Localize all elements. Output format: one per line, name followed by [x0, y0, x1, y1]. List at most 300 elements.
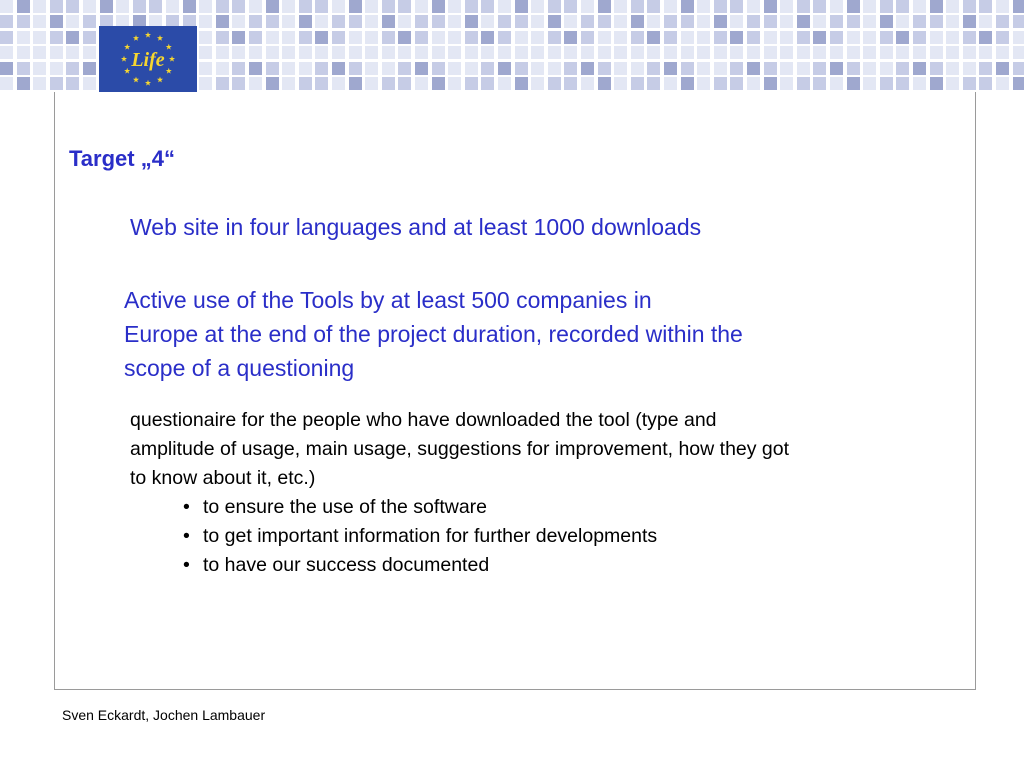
banner-tile: [398, 77, 411, 90]
banner-tile: [0, 15, 13, 28]
banner-tile: [730, 15, 743, 28]
banner-tile: [747, 31, 760, 44]
banner-tile: [813, 31, 826, 44]
banner-tile: [847, 0, 860, 13]
banner-tile: [863, 15, 876, 28]
banner-tile: [432, 77, 445, 90]
banner-tile: [979, 77, 992, 90]
banner-tile: [415, 62, 428, 75]
banner-tile: [930, 31, 943, 44]
banner-tile: [797, 31, 810, 44]
banner-tile: [432, 46, 445, 59]
banner-tile: [415, 46, 428, 59]
banner-tile: [730, 0, 743, 13]
banner-tile: [0, 62, 13, 75]
banner-tile: [930, 46, 943, 59]
banner-tile: [913, 77, 926, 90]
banner-tile: [515, 15, 528, 28]
banner-tile: [515, 77, 528, 90]
banner-tile: [1013, 62, 1024, 75]
banner-tile: [481, 77, 494, 90]
banner-tile: [664, 77, 677, 90]
banner-tile: [780, 15, 793, 28]
banner-tile: [863, 77, 876, 90]
banner-tile: [349, 15, 362, 28]
banner-tile: [33, 15, 46, 28]
banner-tile: [216, 15, 229, 28]
banner-tile: [880, 31, 893, 44]
banner-tile: [780, 62, 793, 75]
banner-tile: [50, 62, 63, 75]
banner-tile: [697, 77, 710, 90]
banner-tile: [896, 77, 909, 90]
banner-tile: [581, 46, 594, 59]
banner-tile: [813, 62, 826, 75]
banner-tile: [332, 15, 345, 28]
banner-tile: [481, 31, 494, 44]
banner-tile: [33, 46, 46, 59]
banner-tile: [880, 46, 893, 59]
banner-tile: [299, 0, 312, 13]
banner-tile: [614, 0, 627, 13]
banner-tile: [415, 0, 428, 13]
banner-tile: [598, 0, 611, 13]
banner-tile: [730, 77, 743, 90]
target-line-companies-row: Active use of the Tools by at least 500 companies in: [124, 287, 652, 313]
banner-tile: [631, 77, 644, 90]
banner-tile: [730, 62, 743, 75]
description-line: to know about it, etc.): [130, 467, 316, 489]
banner-tile: [481, 62, 494, 75]
banner-tile: [847, 62, 860, 75]
banner-tile: [913, 0, 926, 13]
banner-tile: [714, 62, 727, 75]
banner-tile: [515, 62, 528, 75]
banner-tile: [382, 62, 395, 75]
banner-tile: [531, 31, 544, 44]
target-line-companies: [124, 283, 924, 385]
banner-tile: [232, 0, 245, 13]
banner-tile: [382, 77, 395, 90]
banner-tile: [930, 15, 943, 28]
banner-tile: [979, 15, 992, 28]
banner-tile: [631, 46, 644, 59]
banner-tile: [614, 15, 627, 28]
banner-tile: [581, 77, 594, 90]
banner-tile: [996, 62, 1009, 75]
banner-tile: [764, 0, 777, 13]
banner-tile: [830, 62, 843, 75]
banner-tile: [896, 0, 909, 13]
banner-tile: [282, 46, 295, 59]
banner-tile: [266, 0, 279, 13]
banner-tile: [199, 77, 212, 90]
banner-tile: [614, 62, 627, 75]
banner-tile: [979, 46, 992, 59]
banner-tile: [714, 77, 727, 90]
banner-tile: [747, 0, 760, 13]
banner-tile: [946, 46, 959, 59]
banner-tile: [432, 31, 445, 44]
banner-tile: [415, 15, 428, 28]
banner-tile: [481, 46, 494, 59]
banner-tile: [913, 62, 926, 75]
banner-tile: [216, 46, 229, 59]
banner-tile: [564, 46, 577, 59]
banner-tile: [1013, 46, 1024, 59]
banner-tile: [465, 46, 478, 59]
banner-tile: [813, 77, 826, 90]
banner-tile: [531, 15, 544, 28]
banner-tile: [183, 0, 196, 13]
banner-tile: [50, 0, 63, 13]
banner-tile: [282, 62, 295, 75]
banner-tile: [946, 77, 959, 90]
banner-tile: [830, 15, 843, 28]
banner-tile: [764, 46, 777, 59]
banner-tile: [432, 15, 445, 28]
banner-tile: [847, 77, 860, 90]
banner-tile: [448, 15, 461, 28]
banner-tile: [847, 15, 860, 28]
bullet-item: [183, 522, 970, 551]
banner-tile: [631, 62, 644, 75]
banner-tile: [232, 31, 245, 44]
banner-tile: [747, 15, 760, 28]
banner-tile: [913, 46, 926, 59]
banner-tile: [830, 77, 843, 90]
banner-tile: [697, 46, 710, 59]
bullet-item: [183, 493, 970, 522]
banner-tile: [66, 62, 79, 75]
banner-tile: [199, 62, 212, 75]
banner-tile: [863, 62, 876, 75]
banner-tile: [432, 0, 445, 13]
banner-tile: [17, 31, 30, 44]
banner-tile: [913, 15, 926, 28]
banner-tile: [249, 46, 262, 59]
banner-tile: [382, 0, 395, 13]
banner-tile: [863, 46, 876, 59]
banner-tile: [963, 0, 976, 13]
banner-tile: [930, 62, 943, 75]
banner-tile: [83, 15, 96, 28]
banner-tile: [664, 46, 677, 59]
banner-tile: [747, 46, 760, 59]
banner-tile: [581, 62, 594, 75]
banner-tile: [432, 62, 445, 75]
banner-tile: [730, 46, 743, 59]
banner-tile: [647, 77, 660, 90]
banner-tile: [979, 0, 992, 13]
banner-tile: [0, 0, 13, 13]
banner-tile: [282, 77, 295, 90]
banner-tile: [963, 62, 976, 75]
banner-tile: [266, 77, 279, 90]
banner-tile: [548, 46, 561, 59]
banner-tile: [647, 31, 660, 44]
banner-tile: [1013, 0, 1024, 13]
slide-title: Target „4“: [69, 146, 175, 171]
banner-tile: [797, 46, 810, 59]
banner-tile: [946, 62, 959, 75]
banner-tile: [564, 62, 577, 75]
banner-tile: [963, 15, 976, 28]
banner-tile: [830, 0, 843, 13]
banner-tile: [199, 46, 212, 59]
banner-tile: [365, 0, 378, 13]
banner-tile: [17, 77, 30, 90]
banner-tile: [83, 62, 96, 75]
banner-tile: [797, 15, 810, 28]
banner-tile: [515, 0, 528, 13]
banner-tile: [415, 77, 428, 90]
banner-tile: [249, 15, 262, 28]
banner-tile: [564, 0, 577, 13]
banner-tile: [498, 0, 511, 13]
banner-tile: [498, 77, 511, 90]
banner-tile: [664, 0, 677, 13]
banner-tile: [365, 77, 378, 90]
banner-tile: [614, 31, 627, 44]
banner-tile: [232, 62, 245, 75]
life-logo-text: Life: [131, 49, 165, 71]
banner-tile: [697, 15, 710, 28]
banner-tile: [249, 0, 262, 13]
banner-tile: [1013, 31, 1024, 44]
banner-tile: [531, 46, 544, 59]
banner-tile: [448, 77, 461, 90]
target-line-downloads: Web site in four languages and at least 1000 downloads: [130, 214, 702, 240]
banner-tile: [631, 0, 644, 13]
banner-tile: [50, 46, 63, 59]
banner-tile: [199, 31, 212, 44]
bullet-text: to ensure the use of the software: [203, 496, 488, 518]
banner-tile: [266, 62, 279, 75]
banner-tile: [249, 77, 262, 90]
banner-tile: [979, 31, 992, 44]
banner-tile: [50, 77, 63, 90]
banner-tile: [66, 77, 79, 90]
banner-tile: [166, 0, 179, 13]
bullet-text: to have our success documented: [203, 554, 490, 576]
banner-tile: [266, 46, 279, 59]
banner-tile: [681, 62, 694, 75]
banner-tile: [681, 46, 694, 59]
banner-tile: [647, 62, 660, 75]
banner-tile: [349, 31, 362, 44]
banner-tile: [614, 77, 627, 90]
banner-tile: [299, 46, 312, 59]
banner-tile: [830, 46, 843, 59]
banner-tile: [896, 62, 909, 75]
banner-tile: [349, 46, 362, 59]
banner-tile: [896, 46, 909, 59]
banner-tile: [598, 77, 611, 90]
banner-tile: [946, 31, 959, 44]
banner-tile: [216, 31, 229, 44]
banner-tile: [17, 62, 30, 75]
banner-tile: [332, 31, 345, 44]
banner-tile: [631, 31, 644, 44]
banner-tile: [548, 0, 561, 13]
banner-tile: [315, 15, 328, 28]
banner-tile: [299, 62, 312, 75]
footer-authors: Sven Eckardt, Jochen Lambauer: [62, 707, 266, 723]
banner-tile: [747, 77, 760, 90]
target-line-companies-row: scope of a questioning: [124, 355, 355, 381]
banner-tile: [598, 15, 611, 28]
banner-tile: [216, 77, 229, 90]
banner-tile: [548, 31, 561, 44]
banner-tile: [398, 15, 411, 28]
banner-tile: [299, 31, 312, 44]
banner-tile: [33, 31, 46, 44]
banner-tile: [996, 15, 1009, 28]
banner-tile: [0, 31, 13, 44]
banner-tile: [398, 62, 411, 75]
banner-tile: [780, 77, 793, 90]
eu-life-logo: [99, 26, 197, 92]
banner-tile: [116, 0, 129, 13]
banner-tile: [83, 46, 96, 59]
banner-tile: [664, 31, 677, 44]
bullet-list: [130, 493, 970, 580]
banner-tile: [930, 77, 943, 90]
banner-tile: [232, 15, 245, 28]
banner-tile: [398, 46, 411, 59]
bullet-item: [183, 551, 970, 580]
banner-tile: [66, 0, 79, 13]
banner-tile: [282, 0, 295, 13]
banner-tile: [349, 62, 362, 75]
banner-tile: [50, 15, 63, 28]
banner-tile: [847, 46, 860, 59]
banner-tile: [465, 77, 478, 90]
banner-tile: [398, 0, 411, 13]
banner-tile: [232, 46, 245, 59]
banner-tile: [149, 0, 162, 13]
banner-tile: [863, 31, 876, 44]
banner-tile: [349, 0, 362, 13]
banner-tile: [664, 62, 677, 75]
banner-tile: [365, 15, 378, 28]
banner-tile: [564, 31, 577, 44]
banner-tile: [764, 31, 777, 44]
banner-tile: [465, 15, 478, 28]
banner-tile: [780, 0, 793, 13]
banner-tile: [963, 77, 976, 90]
banner-tile: [83, 31, 96, 44]
banner-tile: [17, 0, 30, 13]
banner-tile: [0, 77, 13, 90]
banner-tile: [498, 31, 511, 44]
bullet-icon: •: [183, 525, 190, 547]
banner-tile: [979, 62, 992, 75]
banner-tile: [880, 0, 893, 13]
banner-tile: [697, 31, 710, 44]
banner-tile: [863, 0, 876, 13]
banner-tile: [896, 31, 909, 44]
banner-tile: [83, 77, 96, 90]
banner-tile: [697, 0, 710, 13]
banner-tile: [598, 31, 611, 44]
banner-tile: [614, 46, 627, 59]
banner-tile: [1013, 77, 1024, 90]
banner-tile: [133, 0, 146, 13]
banner-tile: [531, 0, 544, 13]
banner-tile: [33, 77, 46, 90]
banner-tile: [797, 77, 810, 90]
banner-tile: [332, 62, 345, 75]
banner-tile: [83, 0, 96, 13]
banner-tile: [631, 15, 644, 28]
banner-tile: [398, 31, 411, 44]
banner-tile: [714, 46, 727, 59]
banner-tile: [415, 31, 428, 44]
target-line-companies-row: Europe at the end of the project duration, recorded within the: [124, 321, 743, 347]
banner-tile: [780, 31, 793, 44]
banner-tile: [714, 31, 727, 44]
banner-tile: [847, 31, 860, 44]
banner-tile: [830, 31, 843, 44]
banner-tile: [266, 31, 279, 44]
banner-tile: [714, 0, 727, 13]
banner-tile: [232, 77, 245, 90]
banner-tile: [664, 15, 677, 28]
banner-tile: [332, 77, 345, 90]
banner-tile: [315, 77, 328, 90]
banner-tile: [730, 31, 743, 44]
banner-tile: [0, 46, 13, 59]
banner-tile: [598, 62, 611, 75]
banner-tile: [797, 62, 810, 75]
banner-tile: [548, 62, 561, 75]
banner-tile: [946, 15, 959, 28]
banner-tile: [681, 31, 694, 44]
banner-tile: [813, 0, 826, 13]
banner-tile: [498, 46, 511, 59]
banner-tile: [282, 31, 295, 44]
banner-tile: [382, 46, 395, 59]
banner-tile: [299, 15, 312, 28]
banner-tile: [465, 0, 478, 13]
banner-tile: [813, 15, 826, 28]
banner-tile: [448, 62, 461, 75]
banner-tile: [315, 31, 328, 44]
banner-tile: [448, 0, 461, 13]
banner-tile: [780, 46, 793, 59]
banner-tile: [963, 46, 976, 59]
banner-tile: [481, 0, 494, 13]
banner-tile: [365, 46, 378, 59]
banner-tile: [66, 46, 79, 59]
banner-tile: [647, 46, 660, 59]
banner-tile: [465, 62, 478, 75]
description-line: questionaire for the people who have downloaded the tool (type and: [130, 409, 717, 431]
banner-tile: [764, 77, 777, 90]
banner-tile: [515, 46, 528, 59]
banner-tile: [17, 15, 30, 28]
banner-tile: [50, 31, 63, 44]
banner-tile: [880, 62, 893, 75]
banner-tile: [930, 0, 943, 13]
banner-tile: [365, 62, 378, 75]
banner-tile: [199, 0, 212, 13]
banner-tile: [963, 31, 976, 44]
banner-tile: [896, 15, 909, 28]
banner-tile: [880, 15, 893, 28]
